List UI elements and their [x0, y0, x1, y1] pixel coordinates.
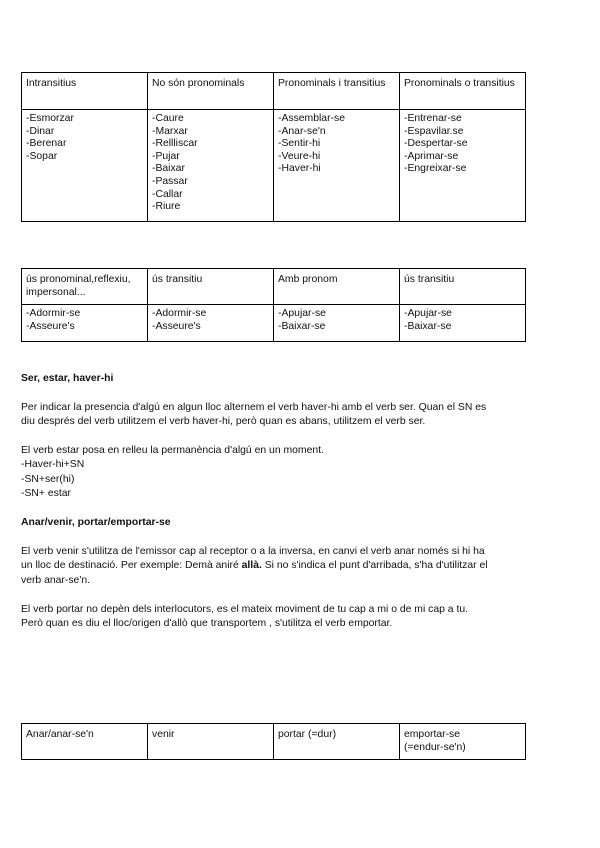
table-cell — [400, 110, 526, 222]
paragraph-ser-haver — [21, 401, 541, 430]
list-item: -Haver-hi — [278, 163, 321, 175]
list-item: -Baixar-se — [278, 320, 326, 332]
list-item: Però quan es diu el lloc/origen d'allò que transportem , s'utilitza el verb emportar. — [21, 618, 393, 630]
table-header-cell: portar (=dur) — [274, 724, 400, 760]
table-header-cell: Pronominals o transitius — [400, 73, 526, 110]
list-item: -Sentir-hi — [278, 138, 321, 150]
table-header-row — [22, 724, 526, 760]
table-cell — [148, 110, 274, 222]
list-item: -Veure-hi — [278, 150, 321, 162]
text-span: un lloc de destinació. Per exemple: Demà aniré — [21, 560, 242, 572]
list-item: El verb estar posa en relleu la permanència d'algú en un moment. — [21, 445, 324, 456]
list-item: -Espavilar.se — [404, 125, 464, 137]
list-item: El verb portar no depèn dels interlocutors, es el mateix moviment de tu cap a mi o de mi cap a tu. — [21, 604, 469, 615]
table-header-row — [22, 73, 526, 110]
list-item: -Rellliscar — [152, 138, 198, 150]
list-item: -Adormir-se — [26, 308, 81, 319]
table-header-cell: Pronominals i transitius — [274, 73, 400, 110]
table-row — [22, 110, 526, 222]
emphasis-text: allà. — [241, 560, 262, 572]
table-cell — [400, 305, 526, 342]
table-header-cell: ús pronominal,reflexiu, impersonal... — [22, 269, 148, 305]
paragraph-anar-venir — [21, 545, 541, 588]
list-item: -Esmorzar — [26, 113, 74, 124]
table-header-row — [22, 269, 526, 305]
paragraph-line: El verb venir s'utilitza de l'emissor cap al receptor o a la inversa, en canvi el verb anar només si hi ha — [21, 546, 485, 557]
list-item: -Asseure's — [26, 320, 75, 332]
list-item: diu després del verb utilitzem el verb haver-hi, però quan es abans, utilitzem el verb ser. — [21, 416, 426, 428]
table-header-cell: emportar-se (=endur-se'n) — [400, 724, 526, 760]
list-item: -Marxar — [152, 125, 188, 137]
list-item: -Passar — [152, 175, 188, 187]
paragraph-portar — [21, 603, 541, 632]
pronominal-usage-table — [21, 268, 526, 342]
list-item: -Pujar — [152, 150, 180, 162]
list-item: -Asseure's — [152, 320, 201, 332]
section-heading-ser-estar: Ser, estar, haver-hi — [21, 373, 114, 384]
list-item: -Callar — [152, 188, 183, 200]
list-item: Per indicar la presencia d'algú en algun lloc alternem el verb haver-hi amb el verb ser. Quan el SN es — [21, 402, 487, 413]
table-header-cell: No són pronominals — [148, 73, 274, 110]
list-item: -Haver-hi+SN — [21, 459, 85, 471]
list-item: -Apujar-se — [278, 308, 326, 319]
list-item: -Caure — [152, 113, 184, 124]
list-item: -Sopar — [26, 150, 58, 162]
list-item: -Dinar — [26, 125, 55, 137]
list-item: -Berenar — [26, 138, 67, 150]
list-item: -Riure — [152, 201, 181, 213]
list-item: -Baixar — [152, 163, 185, 175]
movement-verbs-table — [21, 723, 526, 760]
table-row — [22, 305, 526, 342]
paragraph-line: verb anar-se'n. — [21, 574, 90, 586]
table-header-cell: Anar/anar-se'n — [22, 724, 148, 760]
paragraph-estar — [21, 444, 541, 502]
list-item: -Adormir-se — [152, 308, 207, 319]
verbs-classification-table — [21, 72, 526, 222]
table-header-cell: ús transitiu — [148, 269, 274, 305]
list-item: -Despertar-se — [404, 138, 468, 150]
list-item: -Assemblar-se — [278, 113, 345, 124]
paragraph-line — [21, 559, 541, 573]
table-header-cell: Intransitius — [22, 73, 148, 110]
list-item: -Entrenar-se — [404, 113, 462, 124]
table-header-cell: Amb pronom — [274, 269, 400, 305]
list-item: -Apujar-se — [404, 308, 452, 319]
list-item: -SN+ser(hi) — [21, 473, 75, 485]
section-heading-anar-venir: Anar/venir, portar/emportar-se — [21, 517, 171, 528]
table-header-cell: venir — [148, 724, 274, 760]
table-header-cell: ús transitiu — [400, 269, 526, 305]
text-span: Si no s'indica el punt d'arribada, s'ha d'utilitzar el — [261, 560, 488, 572]
table-cell — [274, 110, 400, 222]
list-item: -Baixar-se — [404, 320, 452, 332]
list-item: -SN+ estar — [21, 488, 71, 500]
table-cell — [22, 305, 148, 342]
list-item: -Aprimar-se — [404, 150, 459, 162]
table-cell — [274, 305, 400, 342]
table-cell — [22, 110, 148, 222]
list-item: -Anar-se'n — [278, 125, 326, 137]
list-item: -Engreixar-se — [404, 163, 467, 175]
table-cell — [148, 305, 274, 342]
